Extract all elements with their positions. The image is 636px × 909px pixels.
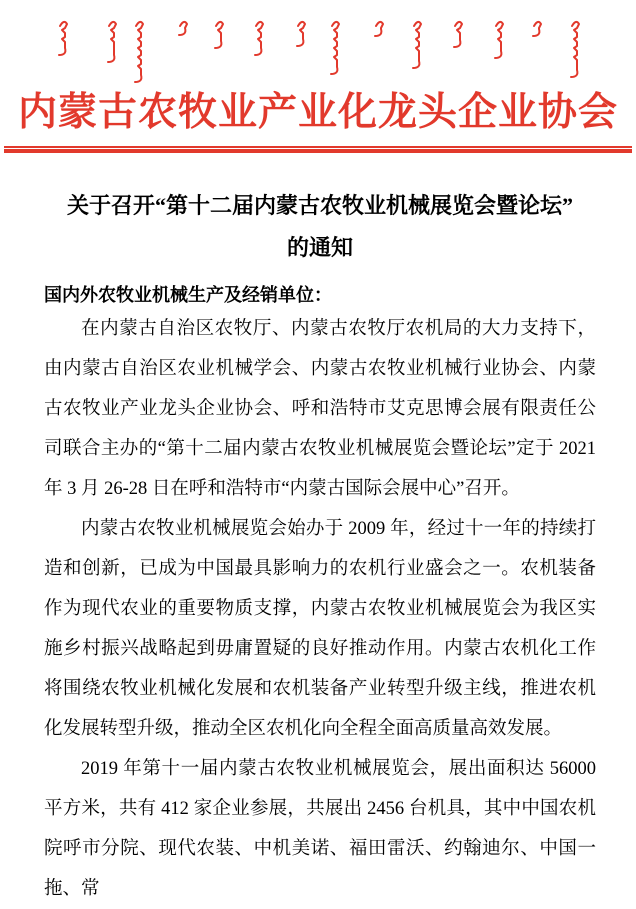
divider-thick-line [4,149,632,153]
divider-thin-line [4,146,632,148]
document-title [44,185,596,269]
document-title-line2: 的通知 [286,235,353,260]
notice-body [0,185,636,909]
paragraph-intro: 在内蒙古自治区农牧厅、内蒙古农牧厅农机局的大力支持下，由内蒙古自治区农业机械学会、内蒙古农牧业机械行业协会、内蒙古农牧业产业龙头企业协会、呼和浩特市艾克思博会展有限责任公司联合主办的“第十二届内蒙古农牧业机械展览会暨论坛”定于 2021 年 3 月 26-28 日在呼和浩特市“内蒙古国际会展中心”召开。 [44,319,596,499]
org-name-title: 内蒙古农牧业产业化龙头企业协会 [17,91,618,134]
mongolian-script [0,0,636,88]
letterhead [0,0,636,153]
letterhead-divider [4,146,632,153]
paragraph-previous-expo: 2019 年第十一届内蒙古农牧业机械展览会，展出面积达 56000 平方米，共有 412 家企业参展，共展出 2456 台机具，其中中国农机院呼市分院、现代农装、中机美诺、福田雷沃、约翰迪尔、中国一拖、常 [44,759,596,899]
document-title-line1: 关于召开“第十二届内蒙古农牧业机械展览会暨论坛” [66,193,573,218]
paragraph-history: 内蒙古农牧业机械展览会始办于 2009 年，经过十一年的持续打造和创新，已成为中国最具影响力的农机行业盛会之一。农机装备作为现代农业的重要物质支撑，内蒙古农牧业机械展览会为我区实施乡村振兴战略起到毋庸置疑的良好推动作用。内蒙古农机化工作将围绕农牧业机械化发展和农机装备产业转型升级主线，推进农机化发展转型升级，推动全区农机化向全程全面高质量高效发展。 [44,519,596,739]
addressee-line: 国内外农牧业机械生产及经销单位： [44,285,332,305]
